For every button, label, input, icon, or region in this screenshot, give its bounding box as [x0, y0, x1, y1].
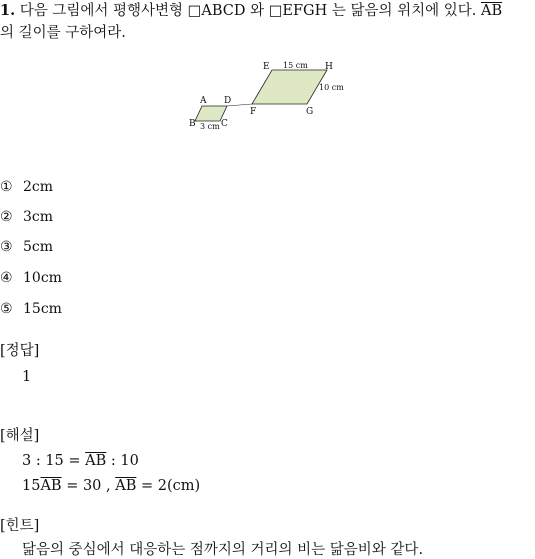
segment-ab: $\overline{AB}$ [115, 478, 137, 494]
label-h: H [325, 62, 333, 72]
label-e: E [263, 62, 270, 72]
choice-2[interactable] [0, 208, 53, 226]
hint-heading: [힌트] [0, 518, 40, 534]
choice-marker: ⑤ [0, 301, 13, 317]
parallelogram-efgh [252, 70, 327, 104]
choice-text: 5cm [23, 239, 54, 255]
answer-heading: [정답] [0, 343, 40, 359]
question-text: 다음 그림에서 평행사변형 □ABCD 와 □EFGH 는 닮음의 위치에 있다. [19, 3, 477, 19]
explanation-heading: [해설] [0, 428, 40, 444]
explanation-text: = 30 , [61, 478, 116, 494]
explanation-line-2 [22, 477, 200, 495]
choice-marker: ④ [0, 270, 13, 286]
label-d: D [224, 96, 232, 106]
choice-text: 15cm [23, 301, 62, 317]
explanation-line-1 [22, 452, 139, 470]
label-b: B [189, 119, 196, 129]
explanation-text: = 2(cm) [136, 478, 201, 494]
explanation-text: 15 [22, 478, 41, 494]
choice-text: 2cm [23, 179, 54, 195]
question-text-2: 의 길이를 구하여라. [0, 25, 126, 41]
choice-text: 10cm [23, 270, 62, 286]
length-bc: 3 cm [200, 122, 220, 131]
parallelogram-figure [185, 55, 360, 135]
length-gh: 10 cm [319, 83, 344, 92]
choice-4[interactable] [0, 269, 62, 287]
label-c: C [221, 119, 228, 129]
choice-text: 3cm [23, 209, 54, 225]
question-line-2 [0, 24, 126, 42]
choice-marker: ① [0, 179, 13, 195]
explanation-text: 3 : 15 = [22, 453, 86, 469]
segment-ab: $\overline{AB}$ [40, 478, 62, 494]
choice-1[interactable] [0, 178, 53, 196]
answer-value: 1 [22, 369, 32, 385]
label-g: G [306, 107, 314, 117]
segment-ab: $\overline{AB}$ [85, 453, 107, 469]
length-eh: 15 cm [283, 61, 308, 70]
question-line-1 [0, 2, 502, 20]
hint-text: 닮음의 중심에서 대응하는 점까지의 거리의 비는 닮음비와 같다. [22, 542, 424, 558]
segment-ab: $\overline{AB}$ [481, 3, 503, 19]
question-number: 1. [0, 2, 16, 19]
choice-5[interactable] [0, 300, 62, 318]
label-a: A [200, 96, 207, 106]
choice-3[interactable] [0, 238, 53, 256]
choice-marker: ③ [0, 239, 13, 255]
explanation-text: : 10 [106, 453, 139, 469]
choice-marker: ② [0, 209, 13, 225]
label-f: F [250, 107, 257, 117]
